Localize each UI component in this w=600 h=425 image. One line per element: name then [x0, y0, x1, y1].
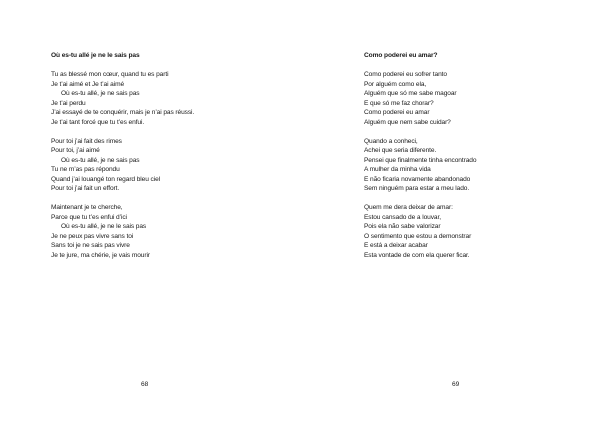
page-number: 68 — [141, 381, 149, 388]
poem-line: Sans toi je ne sais pas vivre — [51, 242, 130, 249]
poem-line: Alguém que só me sabe magoar — [364, 90, 457, 97]
stanza — [51, 137, 194, 194]
poem-line: Où es-tu allé, je ne sais pas — [61, 90, 140, 97]
right-page — [300, 0, 600, 425]
poem-line: Achei que seria diferente. — [364, 147, 437, 154]
poem-line: Je te jure, ma chérie, je vais mourir — [51, 251, 150, 259]
poem-line: Tu as blessé mon cœur, quand tu es parti — [51, 71, 169, 78]
poem-line: J’ai essayé de te conquérir, mais je n’ai pas réussi. — [51, 109, 195, 116]
poem-left — [51, 51, 194, 270]
poem-line: Pour toi j’ai fait un effort. — [51, 185, 120, 192]
stanza-list — [51, 70, 194, 260]
poem-line: Por alguém como ela, — [364, 80, 427, 88]
poem-line: Où es-tu allé, je ne sais pas — [61, 156, 140, 164]
poem-line: Parce que tu t’es enfui d’ici — [51, 213, 127, 221]
poem-line: Pensei que finalmente tinha encontrado — [364, 156, 477, 164]
stanza — [364, 203, 476, 260]
poem-line: Où es-tu allé, je ne le sais pas — [61, 223, 147, 230]
poem-line: Quand j’ai louangé ton regard bleu ciel — [51, 175, 161, 183]
poem-line: Je t’ai tant forcé que tu t’es enfui. — [51, 118, 145, 126]
poem-line: Je ne peux pas vivre sans toi — [51, 232, 134, 240]
poem-line: O sentimento que estou a demonstrar — [364, 232, 472, 240]
poem-line: Como poderei eu sofrer tanto — [364, 71, 447, 78]
stanza-list — [364, 70, 476, 260]
poem-line: Sem ninguém para estar a meu lado. — [364, 185, 470, 192]
page-number: 69 — [452, 381, 460, 388]
poem-line: Esta vontade de com ela querer ficar. — [364, 251, 470, 259]
stanza — [51, 70, 194, 127]
poem-line: Pour toi, j’ai aimé — [51, 147, 100, 154]
stanza — [51, 203, 194, 260]
poem-line: Quando a conheci, — [364, 137, 418, 145]
poem-line: Estou cansado de a louvar, — [364, 213, 441, 221]
stanza — [364, 137, 476, 194]
poem-line: E está a deixar acabar — [364, 242, 428, 249]
poem-line: Je t’ai aimé et Je t’ai aimé — [51, 80, 125, 88]
poem-line: Tu ne m’as pas répondu — [51, 166, 120, 173]
poem-line: Alguém que nem sabe cuidar? — [364, 118, 451, 126]
poem-line: Maintenant je te cherche, — [51, 204, 123, 211]
poem-title: Où es-tu allé je ne le sais pas — [51, 52, 140, 59]
poem-line: Je t’ai perdu — [51, 99, 86, 107]
poem-line: Pour toi j’ai fait des rimes — [51, 137, 122, 145]
stanza — [364, 70, 476, 127]
poem-title: Como poderei eu amar? — [364, 52, 438, 59]
poem-line: A mulher da minha vida — [364, 166, 431, 173]
poem-line: E que só me faz chorar? — [364, 99, 434, 107]
poem-line: Quem me dera deixar de amar: — [364, 204, 453, 211]
poem-right — [364, 51, 476, 270]
poem-line: Como poderei eu amar — [364, 109, 430, 116]
poem-line: Pois ela não sabe valorizar — [364, 223, 441, 230]
poem-line: E não ficaria novamente abandonado — [364, 175, 471, 183]
